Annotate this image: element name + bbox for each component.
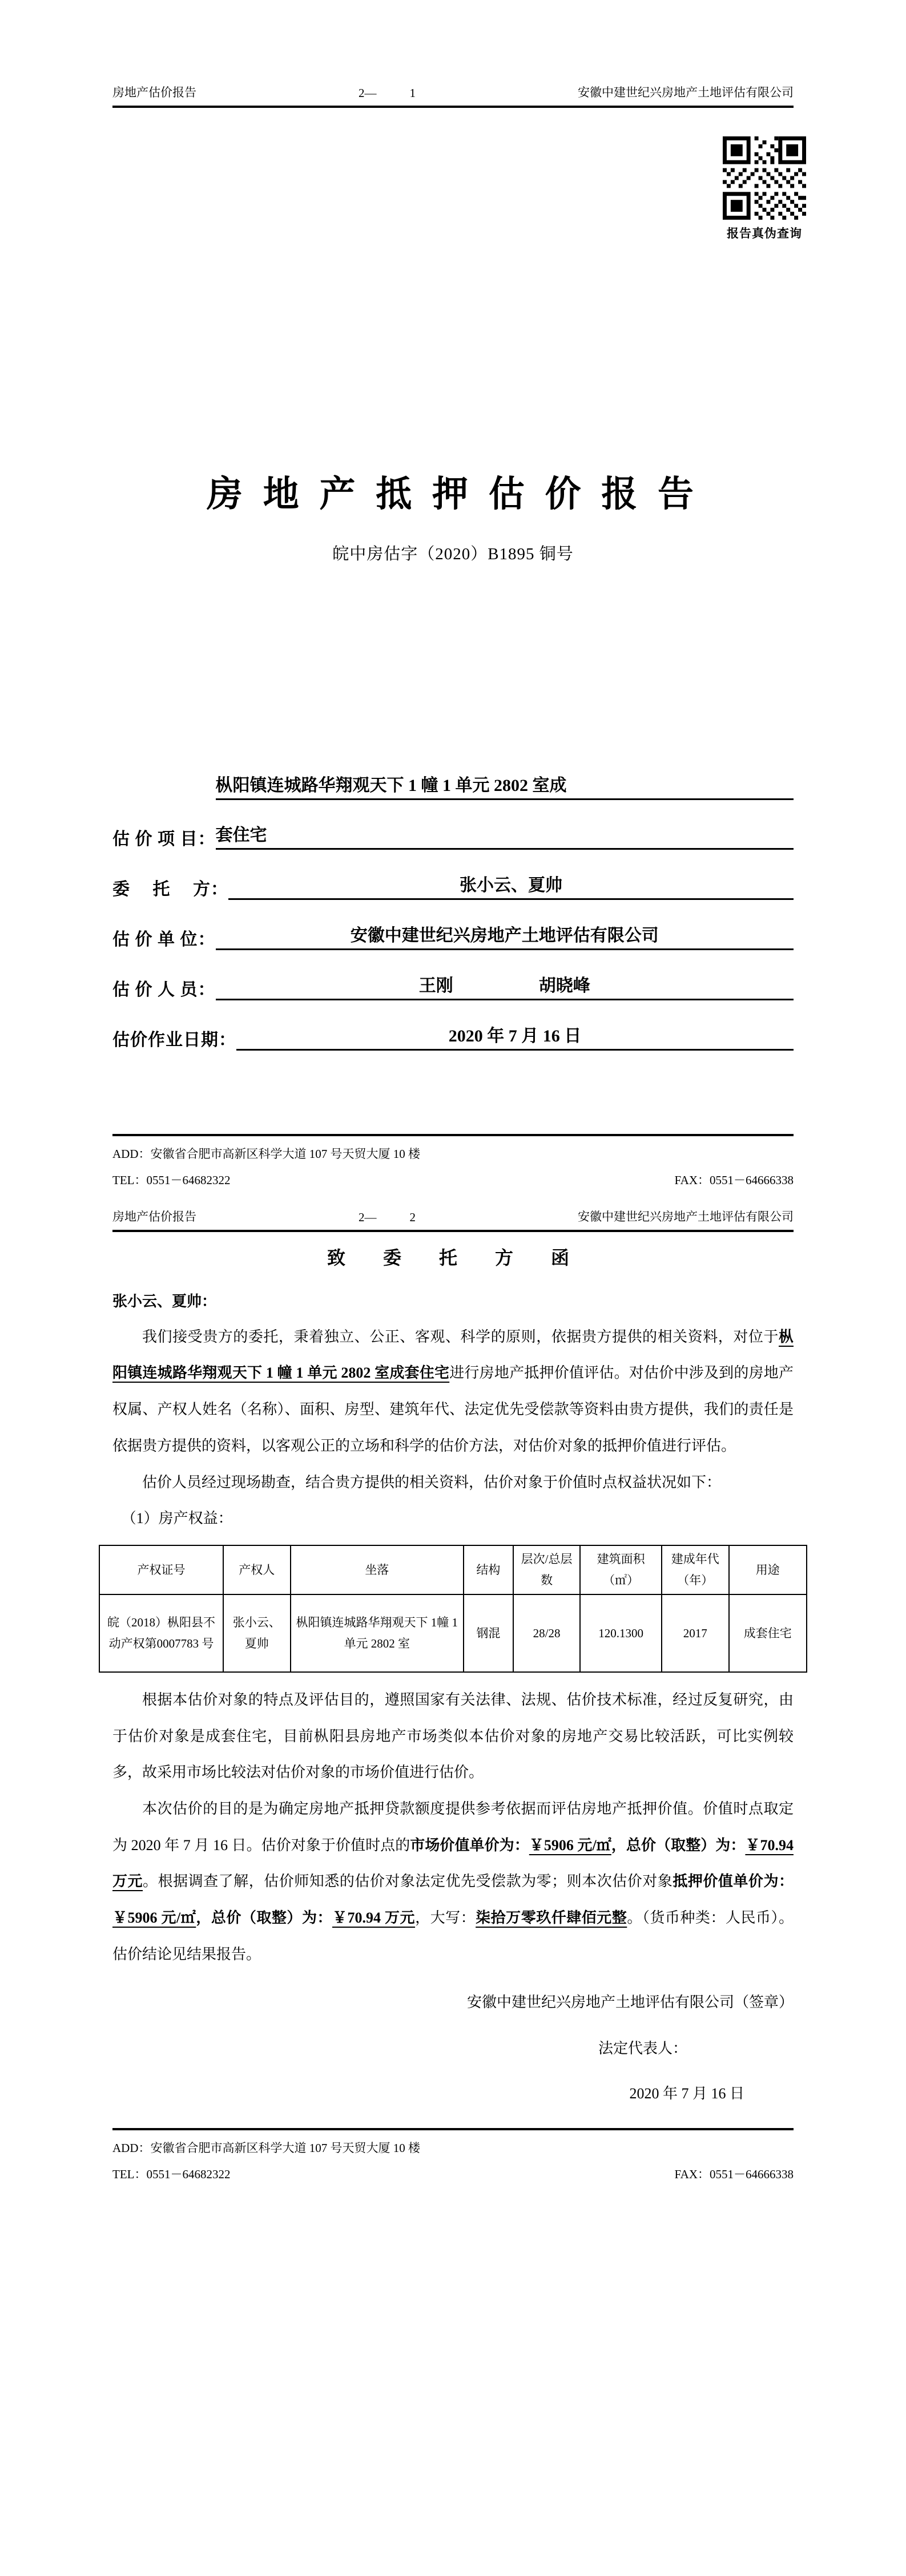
cell-area: 120.1300 (580, 1594, 661, 1672)
page-marker: 2— (359, 86, 377, 100)
footer-address: ADD：安徽省合肥市高新区科学大道 107 号天贸大厦 10 楼 (112, 1147, 420, 1161)
field-appraisers (112, 971, 794, 1000)
col-header-cert-no: 产权证号 (99, 1545, 223, 1594)
cell-location: 枞阳镇连城路华翔观天下 1幢 1 单元 2802 室 (291, 1594, 464, 1672)
letter-title: 致 委 托 方 函 (327, 1247, 579, 1268)
signature-company: 安徽中建世纪兴房地产土地评估有限公司（签章） (466, 1994, 794, 2011)
signature-date: 2020 年 7 月 16 日 (629, 2085, 744, 2102)
cover-fields (112, 771, 794, 1051)
field-agency-value: 安徽中建世纪兴房地产土地评估有限公司 (216, 921, 794, 950)
letter-paragraph-4: 本次估价的目的是为确定房地产抵押贷款额度提供参考依据而评估房地产抵押价值。价值时点取定为 2020 年 7 月 16 日。估价对象于价值时点的市场价值单价为：￥5906 元/㎡，总价（取整）为：￥70.94 万元。根据调查了解，估价师知悉的估价对象法定优先受偿款为零；则本次估价对象抵押价值单价为：￥5906 元/㎡，总价（取整）为：￥70.94 万元，大写：柒拾万零玖仟肆佰元整。（货币种类：人民币）。估价结论见结果报告。 (112, 1800, 794, 1963)
cell-owner: 张小云、夏帅 (223, 1594, 291, 1672)
header-pagination (359, 1210, 416, 1225)
field-work-date-label: 估价作业日期： (112, 1031, 236, 1049)
report-doc-number: 皖中房估字（2020）B1895 铜号 (332, 545, 574, 563)
report-title: 房 地 产 抵 押 估 价 报 告 (207, 474, 699, 514)
header-company-name: 安徽中建世纪兴房地产土地评估有限公司 (578, 86, 794, 99)
report-document (0, 83, 906, 2185)
field-project-value-line2: 套住宅 (216, 821, 794, 850)
field-appraisers-label: 估 价 人 员： (112, 980, 216, 999)
header-report-type: 房地产估价报告 (112, 86, 196, 99)
col-header-location: 坐落 (291, 1545, 464, 1594)
page-number: 2 (409, 1210, 416, 1224)
page1-header (112, 83, 794, 108)
page1-footer (112, 1134, 794, 1190)
field-client (112, 871, 794, 900)
field-agency-label: 估 价 单 位： (112, 930, 216, 949)
letter-paragraph-3: 根据本估价对象的特点及评估目的，遵照国家有关法律、法规、估价技术标准，经过反复研究，由于估价对象是成套住宅，目前枞阳县房地产市场类似本估价对象的房地产交易比较活跃，可比实例较多，故采用市场比较法对估价对象的市场价值进行估价。 (112, 1691, 794, 1781)
cell-use: 成套住宅 (729, 1594, 807, 1672)
page2-footer (112, 2128, 794, 2185)
header-company-name: 安徽中建世纪兴房地产土地评估有限公司 (578, 1210, 794, 1224)
qr-code-icon (723, 136, 806, 220)
letter-paragraph-2: 估价人员经过现场勘查，结合贵方提供的相关资料，估价对象于价值时点权益状况如下： (142, 1473, 722, 1491)
page-marker: 2— (359, 1210, 377, 1224)
qr-caption: 报告真伪查询 (727, 227, 802, 240)
field-client-label: 委 托 方： (112, 880, 228, 899)
cell-structure: 钢混 (464, 1594, 513, 1672)
footer-fax: FAX：0551－64666338 (674, 2167, 794, 2182)
field-appraisers-value: 王刚 胡晓峰 (216, 971, 794, 1000)
table-row (99, 1594, 807, 1672)
col-header-structure: 结构 (464, 1545, 513, 1594)
header-pagination (359, 86, 416, 100)
page2-header (112, 1208, 794, 1232)
table-header-row (99, 1545, 807, 1594)
field-work-date (112, 1021, 794, 1051)
cell-year-built: 2017 (662, 1594, 729, 1672)
signature-legal-rep: 法定代表人： (598, 2040, 687, 2057)
col-header-year-built: 建成年代（年） (662, 1545, 729, 1594)
col-header-floor: 层次/总层数 (513, 1545, 581, 1594)
footer-tel: TEL：0551－64682322 (112, 2167, 231, 2182)
rights-item-label: （1）房产权益： (121, 1510, 233, 1527)
col-header-area: 建筑面积（㎡） (580, 1545, 661, 1594)
col-header-owner: 产权人 (223, 1545, 291, 1594)
field-project-value-line1: 枞阳镇连城路华翔观天下 1 幢 1 单元 2802 室成 (216, 771, 794, 800)
letter-paragraph-1: 我们接受贵方的委托，秉着独立、公正、客观、科学的原则，依据贵方提供的相关资料，对位于枞阳镇连城路华翔观天下 1 幢 1 单元 2802 室成套住宅进行房地产抵押价值评估。对估价中涉及到的房地产权属、产权人姓名（名称）、面积、房型、建筑年代、法定优先受偿款等资料由贵方提供，我们的责任是依据贵方提供的资料，以客观公正的立场和科学的估价方法，对估价对象的抵押价值进行评估。 (112, 1328, 794, 1454)
field-client-value: 张小云、夏帅 (228, 871, 794, 900)
qr-block (112, 136, 813, 241)
field-work-date-value: 2020 年 7 月 16 日 (236, 1021, 794, 1051)
property-rights-table (99, 1545, 807, 1673)
footer-fax: FAX：0551－64666338 (674, 1173, 794, 1187)
col-header-use: 用途 (729, 1545, 807, 1594)
page-number: 1 (409, 86, 416, 100)
footer-address: ADD：安徽省合肥市高新区科学大道 107 号天贸大厦 10 楼 (112, 2141, 420, 2155)
cell-floor: 28/28 (513, 1594, 581, 1672)
header-report-type: 房地产估价报告 (112, 1210, 196, 1224)
letter-salutation: 张小云、夏帅： (112, 1293, 217, 1310)
footer-tel: TEL：0551－64682322 (112, 1173, 231, 1187)
cell-cert-no: 皖（2018）枞阳县不动产权第0007783 号 (99, 1594, 223, 1672)
field-agency (112, 921, 794, 950)
field-project (112, 771, 794, 850)
field-project-label: 估 价 项 目： (112, 830, 216, 849)
